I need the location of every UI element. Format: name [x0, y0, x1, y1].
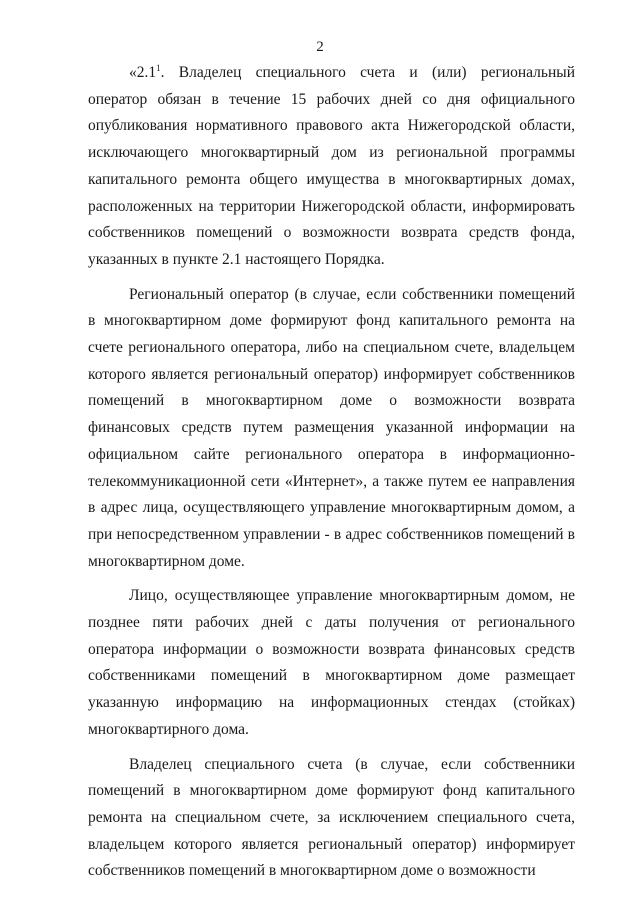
paragraph-3: Лицо, осуществляющее управление многоквартирным домом, не позднее пяти рабочих дней с даты получения от регионального оператора информации о возможности возврата финансовых средств собственниками помещений в многоквартирном доме размещает указанную информацию на информационных стендах (стойках) многоквартирного дома.: [88, 587, 575, 738]
clause-number: «2.1: [129, 64, 157, 81]
paragraph-1-text: . Владелец специального счета и (или) региональный оператор обязан в течение 15 рабочих дней со дня официального опубликования нормативного правового акта Нижегородской области, исключающего многоквартирный дом из региональной программы капитального ремонта общего имущества в многоквартирных домах, расположенных на территории Нижегородской области, информировать собственников помещений о возможности возврата средств фонда, указанных в пункте 2.1 настоящего Порядка.: [88, 64, 575, 268]
paragraph-1: [88, 60, 575, 274]
paragraph-2: Региональный оператор (в случае, если собственники помещений в многоквартирном доме формируют фонд капитального ремонта на счете регионального оператора, либо на специальном счете, владельцем которого является региональный оператор) информирует собственников помещений в многоквартирном доме о возможности возврата финансовых средств путем размещения указанной информации на официальном сайте регионального оператора в информационно-телекоммуникационной сети «Интернет», а также путем ее направления в адрес лица, осуществляющего управление многоквартирным домом, а при непосредственном управлении - в адрес собственников помещений в многоквартирном доме.: [88, 285, 575, 570]
clause-superscript: 1: [156, 63, 161, 73]
paragraph-4: Владелец специального счета (в случае, если собственники помещений в многоквартирном доме формируют фонд капитального ремонта на специальном счете, за исключением специального счета, владельцем которого является региональный оператор) информирует собственников помещений в многоквартирном доме о возможности: [88, 755, 575, 880]
page-number: 2: [316, 39, 324, 55]
document-body: [88, 60, 575, 885]
